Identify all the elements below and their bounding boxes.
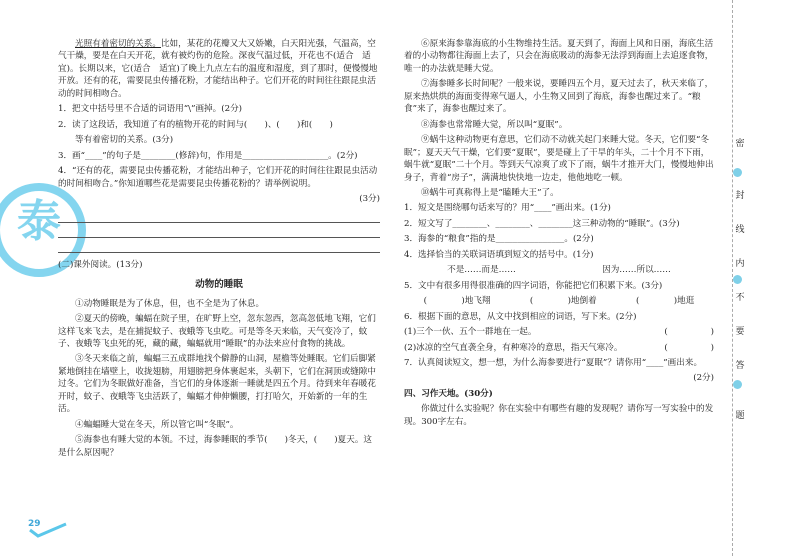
answer-line-1[interactable] (58, 208, 380, 223)
binding-char-5: 不 (735, 293, 745, 303)
answer-line-2[interactable] (58, 223, 380, 238)
question-3: 3．画“____”的句子是________(修辞)句，作用是____________________。(2分) (58, 150, 358, 161)
right-question-2: 2．短文写了________、________、________这三种动物的“睡眠”。(3分) (404, 218, 680, 229)
q6b-answer[interactable]: ( ) (664, 342, 714, 353)
article-para-2: ②夏天的傍晚，蝙蝠在院子里，在旷野上空，忽东忽西，忽高忽低地飞翔，它们这样飞来飞去，是在捕捉蚊子、夜蛾等飞虫吃。可是等冬天来临，天气变冷了，蚊子、夜蛾等飞虫死的死，藏的藏，蝙蝠就用“睡眠”的办法来应付食物的挑战。 (58, 314, 376, 350)
binding-char-6: 要 (735, 327, 745, 337)
article-para-7: ⑦海参睡多长时间呢？一般来说，要睡四五个月，夏天过去了，秋天来临了，原来热烘烘的海面变得寒气逼人，小生物又回到了海底，海参也醒过来了。“粮食”来了，海参也醒过来了。 (404, 79, 714, 115)
binding-char-4: 内 (735, 259, 745, 269)
passage-top (58, 38, 380, 100)
right-question-4: 4．选择恰当的关联词语填到短文的括号中。(1分) (404, 249, 594, 260)
question-4-score: (3分) (359, 193, 380, 204)
article-para-9: ⑨蜗牛这种动物更有意思，它们动不动就关起门来睡大觉。冬天，它们要“冬眠”；夏天天气干燥，它们要“夏眠”，要是碰上了干旱的年头，二十个月不下雨，蜗牛就“夏眠”二十个月。等到天气凉爽了或下了雨，蜗牛才推开大门，慢慢地伸出身子，背着“房子”，满满地快快地一边走，他他地吃一顿。 (404, 135, 714, 183)
checkmark-icon (26, 522, 70, 538)
q6a-answer[interactable]: ( ) (664, 327, 714, 338)
binding-char-7: 答 (735, 361, 745, 371)
article-para-8: ⑧海参也常常睡大觉，所以叫“夏眠”。 (421, 119, 568, 130)
article-para-6: ⑥原来海参靠海底的小生物维持生活。夏天到了，海面上风和日丽，海底生活着的小动物都往海面上去了，只会在海底吸动的海参无法浮到海面上去追逐食物，唯一的办法就是睡大觉。 (404, 39, 714, 74)
article-para-10: ⑩蜗牛可真称得上是“瞌睡大王”了。 (421, 187, 559, 198)
binding-char-2: 封 (735, 191, 745, 201)
article-para-4: ④蝙蝠睡大觉在冬天，所以管它叫“冬眠”。 (75, 419, 239, 430)
conjunction-options (404, 264, 714, 276)
right-question-6: 6．根据下面的意思，从文中找到相应的词语，写下来。(2分) (404, 311, 637, 322)
section-4-heading: 四、习作天地。(30分) (404, 388, 493, 399)
binding-char-3: 线 (735, 225, 745, 235)
question-7-score: (2分) (693, 373, 714, 384)
right-question-1: 1．短文是围绕哪句话来写的？用“____”画出来。(1分) (404, 203, 611, 214)
binding-char-8: 题 (735, 411, 745, 421)
q6a-text: (1)三个一伙、五个一群地在一起。 (404, 327, 537, 338)
page-number: 29 (28, 519, 41, 529)
left-column (58, 38, 380, 462)
article-para-3: ③冬天来临之前，蝙蝠三五成群地找个僻静的山洞，屋檐等处睡眠。它们后脚紧紧地倒挂在墙壁上，收拢翅膀，用翅膀把身体裹起来，头朝下，它们在洞顶或缝隙中过冬。它们为冬眠做好准备，当它们的身体逐渐一睡就是四五个月。待到来年春暖花开时，蚊子、夜蛾等飞虫活跃了，蝙蝠才伸伸懒腰，打打哈欠，开始新的一年的生活。 (58, 354, 376, 415)
question-2b: 等有着密切的关系。(3分) (75, 135, 174, 146)
question-4: 4．“还有的花，需要昆虫传播花粉，才能结出种子，它们开花的时间往往跟昆虫活动的时间相吻合。”你知道哪些花是需要昆虫传播花粉的？请举例说明。 (58, 166, 378, 189)
binding-notice (734, 120, 746, 420)
q6-part-a (404, 326, 714, 338)
binding-char-1: 密 (735, 139, 745, 149)
question-2a: 2．读了这段话，我知道了有的植物开花的时间与( )、( )和( ) (58, 119, 333, 130)
underlined-sentence: 光照有着密切的关系。 (75, 39, 161, 49)
right-column (404, 38, 714, 431)
article-para-1: ①动物睡眠是为了休息，但，也不全是为了休息。 (75, 298, 265, 309)
right-question-3: 3．海参的“粮食”指的是________________。(2分) (404, 234, 594, 245)
answer-line-3[interactable] (58, 238, 380, 253)
q5-blanks (404, 295, 714, 307)
article-title: 动物的睡眠 (195, 278, 243, 290)
passage-text-2: 还有的花，需要昆虫传播花粉，才能结出种子。它们开花的时间往往跟昆虫活动的时间相吻合。 (58, 76, 376, 99)
right-question-5: 5．文中有很多用得很准确的四字词语，你能把它们积累下来。(3分) (404, 280, 663, 291)
section-2-heading: (二)课外阅读。(13分) (58, 260, 143, 271)
q5-blank-2[interactable]: ( )地倒着 (529, 296, 597, 307)
essay-prompt: 你做过什么实验呢？你在实验中有哪些有趣的发现呢？请你写一写实验中的发现。300字左右。 (404, 404, 714, 427)
conjunction-1: 不是……而是…… (447, 265, 516, 276)
q5-blank-1[interactable]: ( )地飞翔 (423, 296, 491, 307)
watermark-text: 泰 (17, 196, 61, 247)
q5-blank-3[interactable]: ( )地逛 (636, 296, 695, 307)
article-para-5: ⑤海参也有睡大觉的本领。不过，海参睡眠的季节( )冬天，( )夏天。这是什么原因呢？ (58, 435, 373, 458)
right-question-7: 7．认真阅读短文，想一想，为什么海参要进行“夏眠”？请你用“____”画出来。 (404, 357, 703, 368)
question-1: 1．把文中括号里不合适的词语用“\”画掉。(2分) (58, 104, 243, 115)
q6-part-b (404, 342, 714, 354)
q6b-text: (2)冰凉的空气直袭全身，有种寒冷的意思，指天气寒冷。 (404, 342, 623, 353)
conjunction-2: 因为……所以…… (602, 265, 671, 276)
passage-text-1: 比如，某花的花瓣又大又娇嫩，白天阳光强，气温高，空气干燥，要是在白天开花，就有被灼伤的危险。深夜气温过低，开花也不(适合 适宜)。长期以来，它(适合 适宜)了晚上九点左右的温度和湿度，到了那时，便慢慢地开放。 (58, 39, 378, 87)
